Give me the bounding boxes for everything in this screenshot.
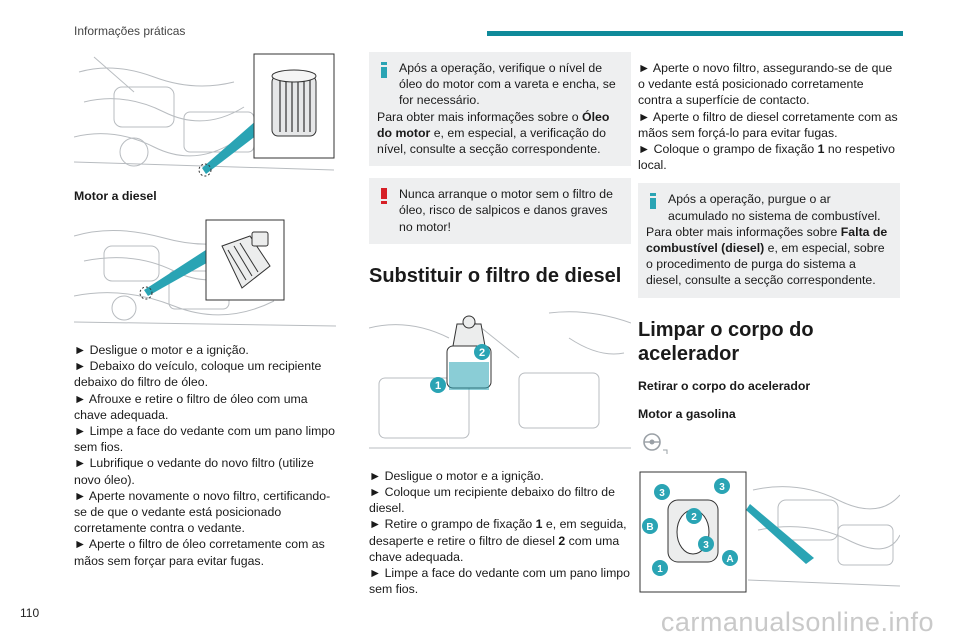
oil-filter-step-7: ► Aperte o filtro de óleo corretamente com as mãos sem forçar para evitar fugas. [74,537,325,568]
callout-3-top-left: 3 [659,487,665,499]
diesel-filter-step-2: ► Coloque um recipiente debaixo do filtro de diesel. [369,485,615,516]
gasoline-engine-label: Motor a gasolina [638,406,736,421]
oil-filter-step-1: ► Desligue o motor e a ignição. [74,343,249,357]
info-icon [650,193,656,214]
callout-b: B [646,521,654,533]
info-note-fuel-purge-line1: Após a operação, purgue o ar acumulado no sistema de combustível. [668,192,881,223]
diesel-filter-step-7: ► Coloque o grampo de fixação 1 no respetivo local. [638,142,895,173]
diesel-filter-step-3: ► Retire o grampo de fixação 1 e, em seguida, desaperte e retire o filtro de diesel 2 com uma chave adequada. [369,517,627,564]
callout-2: 2 [691,511,697,523]
throttle-body-section-title: Limpar o corpo do acelerador [638,318,814,365]
callout-2: 2 [478,346,486,359]
oil-filter-step-6: ► Aperte novamente o novo filtro, certificando-se de que o vedante está posicionado corretamente contra o vedante. [74,488,331,536]
oil-filter-diesel-illustration [74,216,336,330]
remove-throttle-body-label: Retirar o corpo do acelerador [638,378,811,393]
section-header-title: Informações práticas [74,24,186,38]
column-left [74,52,336,569]
throttle-body-illustration [638,470,900,594]
page-number: 110 [20,606,40,620]
warning-icon [381,188,387,209]
callout-3-top-right: 3 [719,481,725,493]
header-accent-bar [487,31,903,36]
column-right [638,52,900,594]
oil-filter-step-5: ► Lubrifique o vedante do novo filtro (utilize novo óleo). [74,456,314,487]
oil-filter-gasoline-illustration [74,52,336,178]
watermark: carmanualsonline.info [660,607,934,637]
info-icon [381,62,387,83]
callout-a: A [726,553,734,565]
info-note-fuel-purge-line2: Para obter mais informações sobre Falta de combustível (diesel) e, em especial, sobre o procedimento de purga do sistema a diesel, consulte a secção correspondente. [646,224,888,288]
oil-filter-step-4: ► Limpe a face do vedante com um pano limpo sem fios. [74,424,335,455]
warning-note-text: Nunca arranque o motor sem o filtro de óleo, risco de salpicos e danos graves no motor! [399,187,613,234]
diesel-filter-step-1: ► Desligue o motor e a ignição. [369,468,544,483]
column-middle [369,52,631,597]
diesel-filter-section-title: Substituir o filtro de diesel [369,264,622,287]
callout-1: 1 [434,379,442,392]
oil-filter-step-3: ► Afrouxe e retire o filtro de óleo com uma chave adequada. [74,391,308,422]
diesel-filter-illustration [369,298,631,460]
info-note-oil-level [369,52,631,166]
steering-wheel-icon [638,430,672,456]
info-note-oil-level-line2: Para obter mais informações sobre o Óleo do motor e, em especial, a verificação do nível, consulte a secção correspondente. [377,109,610,157]
callout-1: 1 [657,563,663,575]
diesel-engine-label: Motor a diesel [74,189,157,203]
warning-note-no-filter [369,178,631,244]
info-note-fuel-purge [638,183,900,297]
callout-3-bottom: 3 [703,539,709,551]
diesel-filter-step-4: ► Limpe a face do vedante com um pano limpo sem fios. [369,566,630,597]
diesel-filter-step-5: ► Aperte o novo filtro, assegurando-se de que o vedante está posicionado corretamente contra a superfície de contacto. [638,61,893,108]
info-note-oil-level-line1: Após a operação, verifique o nível de óleo do motor com a vareta e encha, se for necessário. [399,61,616,108]
diesel-filter-step-6: ► Aperte o filtro de diesel corretamente com as mãos sem forçá-lo para evitar fugas. [638,109,898,140]
oil-filter-step-2: ► Debaixo do veículo, coloque um recipiente debaixo do filtro de óleo. [74,359,322,390]
